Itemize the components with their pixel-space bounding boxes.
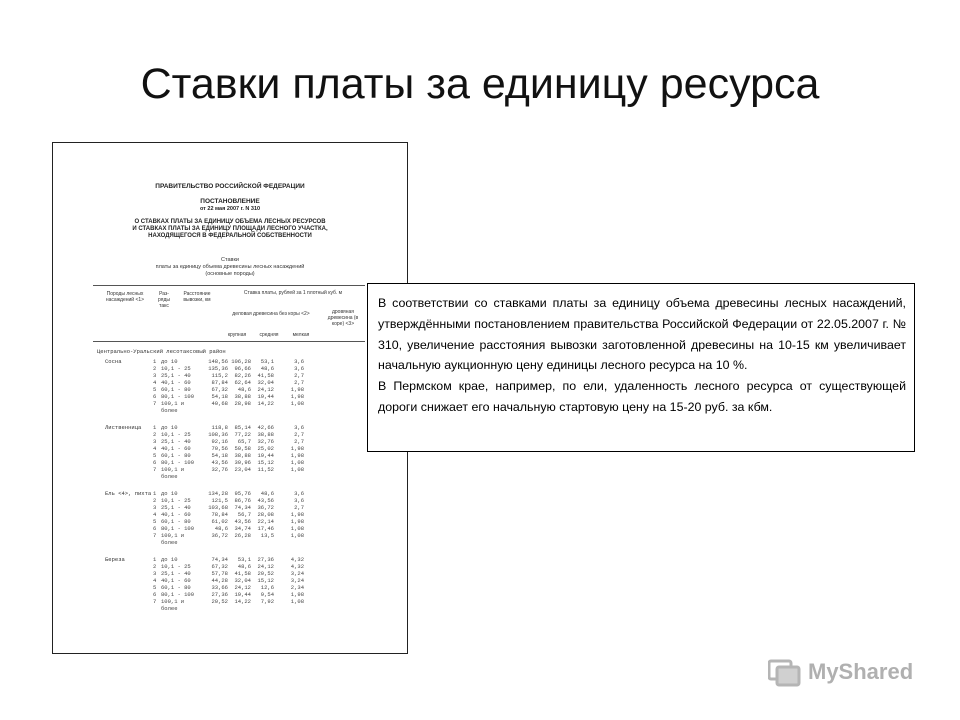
- decree-heading: ПОСТАНОВЛЕНИЕ: [200, 198, 260, 205]
- table-cell: 100,1 и: [161, 400, 185, 407]
- table-row: [153, 539, 304, 546]
- table-cell: 4: [153, 445, 157, 452]
- table-cell: 19,44: [234, 591, 251, 598]
- table-cell: 36,72: [257, 504, 274, 511]
- table-row: [153, 473, 304, 480]
- table-cell: более: [161, 539, 178, 546]
- table-cell: 11,52: [257, 466, 274, 473]
- table-cell: 77,22: [234, 431, 251, 438]
- table-cell: 15,12: [257, 577, 274, 584]
- table-cell: 57,78: [211, 570, 228, 577]
- header-medium: средняя: [259, 332, 279, 338]
- table-cell: 3: [153, 438, 157, 445]
- table-cell: 4: [153, 379, 157, 386]
- table-cell: 56,7: [237, 511, 251, 518]
- header-rank: Раз-ряды такс: [158, 291, 170, 309]
- table-row: [153, 598, 304, 605]
- table-cell: более: [161, 407, 178, 414]
- table-row: [153, 424, 304, 431]
- species-name: Лиственница: [105, 424, 142, 431]
- table-cell: 7: [153, 466, 157, 473]
- scanned-decree-page: [52, 142, 408, 654]
- table-cell: 40,1 - 60: [161, 511, 191, 518]
- table-row: [153, 431, 304, 438]
- table-cell: 3,6: [294, 358, 304, 365]
- table-cell: 12,6: [260, 584, 274, 591]
- table-cell: 25,1 - 40: [161, 372, 191, 379]
- table-cell: 14,22: [257, 400, 274, 407]
- table-cell: 96,66: [234, 365, 251, 372]
- table-cell: 1,98: [290, 452, 304, 459]
- table-cell: 32,76: [257, 438, 274, 445]
- table-cell: 10,1 - 25: [161, 563, 191, 570]
- table-cell: 3,6: [294, 490, 304, 497]
- table-cell: 41,58: [257, 372, 274, 379]
- table-cell: 54,18: [211, 452, 228, 459]
- table-cell: 7,92: [260, 598, 274, 605]
- table-cell: 10,1 - 25: [161, 365, 191, 372]
- table-cell: 23,04: [234, 466, 251, 473]
- table-cell: 48,6: [214, 525, 228, 532]
- table-cell: 25,1 - 40: [161, 438, 191, 445]
- region-label: Центрально-Уральский лесотаксовый район: [97, 348, 226, 355]
- table-cell: 1,98: [290, 445, 304, 452]
- callout-paragraph: В соответствии со ставками платы за единицу объема древесины лесных насаждений, утверждёнными постановлением правительства Российской Федерации от 22.05.2007 г. № 310, увеличение расстояния вывозки заготовленной древесины на 10-15 км увеличивает начальную аукционную цену единицы лесного ресурса на 10 %.: [378, 296, 906, 373]
- table-cell: 17,46: [257, 525, 274, 532]
- table-cell: 14,22: [234, 598, 251, 605]
- table-cell: 7: [153, 598, 157, 605]
- table-cell: 1,98: [290, 511, 304, 518]
- table-cell: 6: [153, 393, 157, 400]
- table-cell: 5: [153, 584, 157, 591]
- table-cell: 40,1 - 60: [161, 577, 191, 584]
- table-cell: 74,34: [234, 504, 251, 511]
- table-cell: 4: [153, 577, 157, 584]
- table-cell: 60,1 - 80: [161, 518, 191, 525]
- table-cell: 121,5: [211, 497, 228, 504]
- table-cell: 100,1 и: [161, 598, 185, 605]
- table-cell: 6: [153, 591, 157, 598]
- header-fuel: дровяная древесина (в коре) <3>: [327, 309, 359, 327]
- watermark-logo-icon: [768, 657, 802, 687]
- table-cell: 1,08: [290, 466, 304, 473]
- table-cell: 78,84: [211, 511, 228, 518]
- table-cell: 25,02: [257, 445, 274, 452]
- table-row: [153, 532, 304, 539]
- table-cell: 1: [153, 556, 157, 563]
- table-cell: 60,1 - 80: [161, 452, 191, 459]
- table-cell: 1,08: [290, 525, 304, 532]
- table-cell: 1,98: [290, 393, 304, 400]
- table-row: [153, 605, 304, 612]
- table-cell: 2: [153, 497, 157, 504]
- table-cell: 10,1 - 25: [161, 497, 191, 504]
- table-cell: 135,36: [208, 365, 228, 372]
- table-row: [153, 365, 304, 372]
- table-cell: 100,1 и: [161, 466, 185, 473]
- table-cell: 80,1 - 100: [161, 459, 195, 466]
- table-cell: 4: [153, 511, 157, 518]
- table-cell: 118,8: [211, 424, 228, 431]
- table-cell: 61,02: [211, 518, 228, 525]
- table-cell: 40,1 - 60: [161, 379, 191, 386]
- callout-paragraph: В Пермском крае, например, по ели, удаленность лесного ресурса от существующей дороги снижает его начальную стартовую цену на 15-20 руб. за кбм.: [378, 379, 906, 414]
- table-cell: 2,7: [294, 504, 304, 511]
- table-row: [153, 400, 304, 407]
- table-row: [153, 570, 304, 577]
- table-cell: 40,1 - 60: [161, 445, 191, 452]
- table-cell: 27,36: [257, 556, 274, 563]
- table-cell: 3,24: [290, 577, 304, 584]
- table-cell: 60,1 - 80: [161, 386, 191, 393]
- table-cell: 65,7: [237, 438, 251, 445]
- table-cell: 148,56: [208, 358, 228, 365]
- table-cell: 19,44: [257, 452, 274, 459]
- table-row: [153, 490, 304, 497]
- table-cell: 3,6: [294, 424, 304, 431]
- species-name: Береза: [105, 556, 125, 563]
- table-cell: 3: [153, 570, 157, 577]
- table-row: [153, 511, 304, 518]
- table-row: [153, 497, 304, 504]
- table-cell: 24,12: [257, 386, 274, 393]
- table-row: [153, 504, 304, 511]
- table-cell: 1: [153, 424, 157, 431]
- table-row: [153, 445, 304, 452]
- table-cell: 2: [153, 365, 157, 372]
- decree-date: от 22 мая 2007 г. N 310: [199, 206, 261, 212]
- table-cell: 4,32: [290, 556, 304, 563]
- table-cell: 1: [153, 490, 157, 497]
- table-cell: 3: [153, 372, 157, 379]
- table-cell: 3: [153, 504, 157, 511]
- table-cell: 1,08: [290, 598, 304, 605]
- table-cell: 103,68: [208, 504, 228, 511]
- callout-textbox: [367, 283, 915, 452]
- table-cell: 43,56: [257, 497, 274, 504]
- table-row: [153, 459, 304, 466]
- table-row: [153, 386, 304, 393]
- table-cell: 50,58: [234, 445, 251, 452]
- table-cell: 36,72: [211, 532, 228, 539]
- table-cell: 115,2: [211, 372, 228, 379]
- table-cell: 5: [153, 386, 157, 393]
- table-cell: 33,66: [211, 584, 228, 591]
- table-cell: 20,52: [257, 570, 274, 577]
- table-row: [153, 393, 304, 400]
- table-row: [153, 525, 304, 532]
- table-cell: 48,6: [260, 490, 274, 497]
- table-cell: 38,88: [234, 452, 251, 459]
- table-cell: 80,1 - 100: [161, 525, 195, 532]
- watermark-text: MyShared: [808, 659, 914, 684]
- table-cell: 3,6: [294, 497, 304, 504]
- table-cell: 28,98: [234, 400, 251, 407]
- table-cell: 5: [153, 452, 157, 459]
- table-cell: 41,58: [234, 570, 251, 577]
- table-row: [153, 584, 304, 591]
- table-cell: 2,7: [294, 372, 304, 379]
- table-cell: до 10: [161, 358, 178, 365]
- table-cell: 25,1 - 40: [161, 504, 191, 511]
- government-heading: ПРАВИТЕЛЬСТВО РОССИЙСКОЙ ФЕДЕРАЦИИ: [155, 183, 305, 190]
- table-cell: 34,74: [234, 525, 251, 532]
- table-cell: 54,18: [211, 393, 228, 400]
- species-name: Сосна: [105, 358, 122, 365]
- table-cell: до 10: [161, 424, 178, 431]
- table-cell: 44,28: [211, 577, 228, 584]
- table-cell: 32,76: [211, 466, 228, 473]
- table-cell: 20,52: [211, 598, 228, 605]
- table-cell: до 10: [161, 556, 178, 563]
- table-cell: 2,7: [294, 379, 304, 386]
- table-cell: 3,24: [290, 570, 304, 577]
- table-cell: 2,7: [294, 431, 304, 438]
- watermark: [768, 654, 913, 690]
- table-cell: 70,56: [211, 445, 228, 452]
- table-cell: 2,7: [294, 438, 304, 445]
- table-cell: 13,5: [260, 532, 274, 539]
- header-business: деловая древесина без коры <2>: [232, 311, 310, 317]
- table-cell: 134,28: [208, 490, 228, 497]
- table-cell: более: [161, 473, 178, 480]
- table-cell: 48,6: [237, 386, 251, 393]
- table-cell: 1,08: [290, 532, 304, 539]
- table-cell: 67,32: [211, 563, 228, 570]
- table-row: [153, 358, 304, 365]
- table-cell: 22,14: [257, 518, 274, 525]
- table-cell: 9,54: [260, 591, 274, 598]
- table-row: [153, 438, 304, 445]
- table-cell: 43,56: [234, 518, 251, 525]
- table-cell: 80,1 - 100: [161, 393, 195, 400]
- table-cell: 19,44: [257, 393, 274, 400]
- table-row: [153, 379, 304, 386]
- table-cell: 25,1 - 40: [161, 570, 191, 577]
- table-cell: 24,12: [257, 563, 274, 570]
- header-species: Породы лесных насаждений <1>: [105, 291, 145, 303]
- table-cell: 30,96: [234, 459, 251, 466]
- table-cell: 1,98: [290, 386, 304, 393]
- table-cell: 3,6: [294, 365, 304, 372]
- table-cell: 95,76: [234, 490, 251, 497]
- table-cell: 4,32: [290, 563, 304, 570]
- table-cell: 74,34: [211, 556, 228, 563]
- table-rule: [93, 285, 365, 286]
- header-large: крупная: [227, 332, 247, 338]
- table-cell: 15,12: [257, 459, 274, 466]
- table-row: [153, 556, 304, 563]
- table-cell: 86,76: [234, 497, 251, 504]
- table-cell: 106,28: [231, 358, 251, 365]
- table-cell: 100,1 и: [161, 532, 185, 539]
- table-cell: 7: [153, 400, 157, 407]
- table-row: [153, 372, 304, 379]
- table-cell: 42,66: [257, 424, 274, 431]
- table-cell: 1,98: [290, 591, 304, 598]
- table-cell: 92,16: [211, 438, 228, 445]
- table-cell: 108,36: [208, 431, 228, 438]
- table-cell: 6: [153, 525, 157, 532]
- table-cell: 60,1 - 80: [161, 584, 191, 591]
- table-cell: 80,1 - 100: [161, 591, 195, 598]
- table-row: [153, 407, 304, 414]
- table-cell: 1,08: [290, 400, 304, 407]
- table-cell: 48,6: [260, 365, 274, 372]
- table-cell: 6: [153, 459, 157, 466]
- table-cell: 2: [153, 431, 157, 438]
- table-row: [153, 563, 304, 570]
- table-cell: 82,26: [234, 372, 251, 379]
- table-cell: 62,64: [234, 379, 251, 386]
- header-rate: Ставка платы, рублей за 1 плотный куб. м: [243, 290, 343, 296]
- table-cell: 85,14: [234, 424, 251, 431]
- table-cell: 24,12: [234, 584, 251, 591]
- rates-caption: Ставки платы за единицу объема древесины лесных насаждений (основные породы): [155, 257, 305, 277]
- table-cell: 5: [153, 518, 157, 525]
- slide-title: Ставки платы за единицу ресурса: [140, 60, 820, 108]
- header-distance: Расстояние вывозки, км: [183, 291, 211, 303]
- table-row: [153, 466, 304, 473]
- table-cell: до 10: [161, 490, 178, 497]
- table-cell: 43,56: [211, 459, 228, 466]
- table-cell: 48,6: [237, 563, 251, 570]
- table-cell: 1,08: [290, 459, 304, 466]
- table-row: [153, 518, 304, 525]
- table-cell: 27,36: [211, 591, 228, 598]
- table-row: [153, 577, 304, 584]
- table-cell: 2,34: [290, 584, 304, 591]
- table-cell: 7: [153, 532, 157, 539]
- table-row: [153, 591, 304, 598]
- table-cell: 10,1 - 25: [161, 431, 191, 438]
- table-cell: 1: [153, 358, 157, 365]
- table-cell: 38,88: [234, 393, 251, 400]
- table-rule: [93, 341, 365, 342]
- table-cell: 32,04: [257, 379, 274, 386]
- table-cell: 1,98: [290, 518, 304, 525]
- species-name: Ель <4>, пихта: [105, 490, 152, 497]
- table-cell: 67,32: [211, 386, 228, 393]
- table-cell: 87,84: [211, 379, 228, 386]
- table-cell: 28,08: [257, 511, 274, 518]
- table-cell: 2: [153, 563, 157, 570]
- table-cell: 53,1: [260, 358, 274, 365]
- table-cell: 38,88: [257, 431, 274, 438]
- table-cell: 40,68: [211, 400, 228, 407]
- table-cell: 53,1: [237, 556, 251, 563]
- table-cell: 26,28: [234, 532, 251, 539]
- decree-subject: О СТАВКАХ ПЛАТЫ ЗА ЕДИНИЦУ ОБЪЕМА ЛЕСНЫХ РЕСУРСОВ И СТАВКАХ ПЛАТЫ ЗА ЕДИНИЦУ ПЛОЩАДИ ЛЕСНОГО УЧАСТКА, НАХОДЯЩЕГОСЯ В ФЕДЕРАЛЬНОЙ СОБСТВЕННОСТИ: [132, 219, 328, 239]
- table-cell: более: [161, 605, 178, 612]
- table-cell: 32,04: [234, 577, 251, 584]
- table-row: [153, 452, 304, 459]
- header-small: мелкая: [292, 332, 310, 338]
